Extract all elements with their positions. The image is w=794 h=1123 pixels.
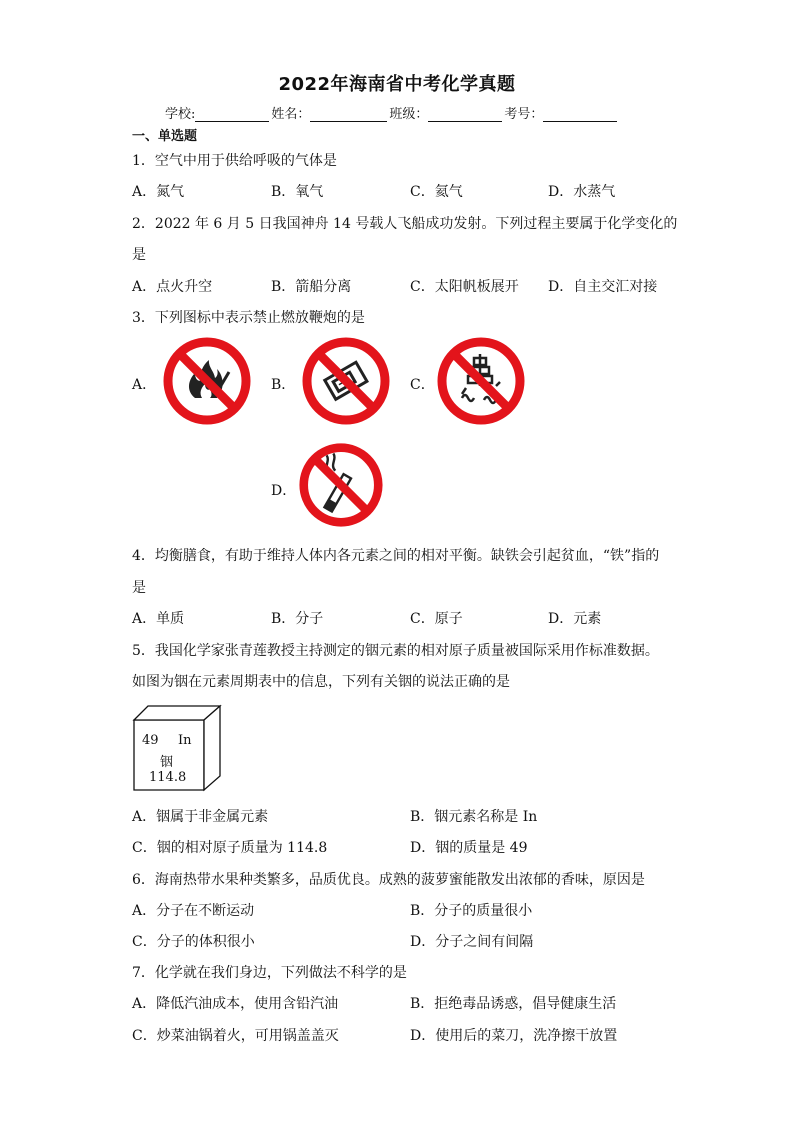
q3-option-c-label[interactable]: C． xyxy=(410,377,435,393)
q2-option-c[interactable]: C．太阳帆板展开 xyxy=(410,279,519,295)
question-5-stem: 5．我国化学家张青莲教授主持测定的铟元素的相对原子质量被国际采用作标准数据。 xyxy=(132,643,659,659)
q4-option-a[interactable]: A．单质 xyxy=(132,611,185,627)
q6-option-a[interactable]: A．分子在不断运动 xyxy=(132,903,255,919)
q7-option-d[interactable]: D．使用后的菜刀，洗净擦干放置 xyxy=(410,1028,618,1044)
element-symbol: In xyxy=(178,733,192,748)
q1-option-d[interactable]: D．水蒸气 xyxy=(548,184,616,200)
school-blank[interactable] xyxy=(195,107,269,122)
q5-option-a[interactable]: A．铟属于非金属元素 xyxy=(132,809,269,825)
q5-option-d[interactable]: D．铟的质量是 49 xyxy=(410,840,528,856)
q2-option-a[interactable]: A．点火升空 xyxy=(132,279,213,295)
section-heading: 一、单选题 xyxy=(132,129,198,144)
q6-option-c[interactable]: C．分子的体积很小 xyxy=(132,934,255,950)
q4-option-c[interactable]: C．原子 xyxy=(410,611,463,627)
question-3-stem: 3．下列图标中表示禁止燃放鞭炮的是 xyxy=(132,310,365,326)
question-2-stem-cont: 是 xyxy=(132,247,146,263)
page-title: 2022年海南省中考化学真题 xyxy=(278,74,516,95)
atomic-number: 49 xyxy=(142,733,159,748)
no-fireworks-icon[interactable] xyxy=(436,336,526,426)
school-label: 学校: xyxy=(165,107,196,122)
class-blank[interactable] xyxy=(428,107,502,122)
q6-option-d[interactable]: D．分子之间有间隔 xyxy=(410,934,534,950)
q3-option-d-label[interactable]: D． xyxy=(271,483,297,499)
question-7-stem: 7．化学就在我们身边，下列做法不科学的是 xyxy=(132,965,407,981)
q5-option-b[interactable]: B．铟元素名称是 In xyxy=(410,809,538,825)
question-5-stem-cont: 如图为铟在元素周期表中的信息，下列有关铟的说法正确的是 xyxy=(132,674,510,690)
q7-option-b[interactable]: B．拒绝毒品诱惑，倡导健康生活 xyxy=(410,996,617,1012)
q1-option-c[interactable]: C．氦气 xyxy=(410,184,463,200)
q5-option-c[interactable]: C．铟的相对原子质量为 114.8 xyxy=(132,840,328,856)
class-label: 班级： xyxy=(389,107,429,122)
atomic-mass: 114.8 xyxy=(149,770,187,785)
q4-option-b[interactable]: B．分子 xyxy=(271,611,324,627)
q1-option-a[interactable]: A．氮气 xyxy=(132,184,185,200)
q2-option-b[interactable]: B．箭船分离 xyxy=(271,279,352,295)
name-label: 姓名： xyxy=(271,107,311,122)
q2-option-d[interactable]: D．自主交汇对接 xyxy=(548,279,658,295)
name-blank[interactable] xyxy=(310,107,387,122)
q1-option-b[interactable]: B．氧气 xyxy=(271,184,324,200)
student-info-line xyxy=(165,103,619,122)
question-6-stem: 6．海南热带水果种类繁多，品质优良。成熟的菠萝蜜能散发出浓郁的香味，原因是 xyxy=(132,872,645,888)
q7-option-c[interactable]: C．炒菜油锅着火，可用锅盖盖灭 xyxy=(132,1028,339,1044)
q4-option-d[interactable]: D．元素 xyxy=(548,611,602,627)
exam-no-blank[interactable] xyxy=(543,107,617,122)
question-1-stem: 1．空气中用于供给呼吸的气体是 xyxy=(132,153,337,169)
no-open-flame-icon[interactable] xyxy=(162,336,252,426)
q3-option-a-label[interactable]: A． xyxy=(132,377,157,393)
indium-element-cell xyxy=(132,704,224,792)
exam-no-label: 考号： xyxy=(504,107,544,122)
question-2-stem: 2．2022 年 6 月 5 日我国神舟 14 号载人飞船成功发射。下列过程主要属于化学变化的 xyxy=(132,216,678,232)
q6-option-b[interactable]: B．分子的质量很小 xyxy=(410,903,533,919)
no-matches-icon[interactable] xyxy=(301,336,391,426)
q7-option-a[interactable]: A．降低汽油成本，使用含铅汽油 xyxy=(132,996,339,1012)
no-smoking-icon[interactable] xyxy=(298,442,384,528)
question-4-stem-cont: 是 xyxy=(132,580,146,596)
question-4-stem: 4．均衡膳食，有助于维持人体内各元素之间的相对平衡。缺铁会引起贫血，“铁”指的 xyxy=(132,548,660,564)
q3-option-b-label[interactable]: B． xyxy=(271,377,296,393)
element-name: 铟 xyxy=(160,755,174,770)
